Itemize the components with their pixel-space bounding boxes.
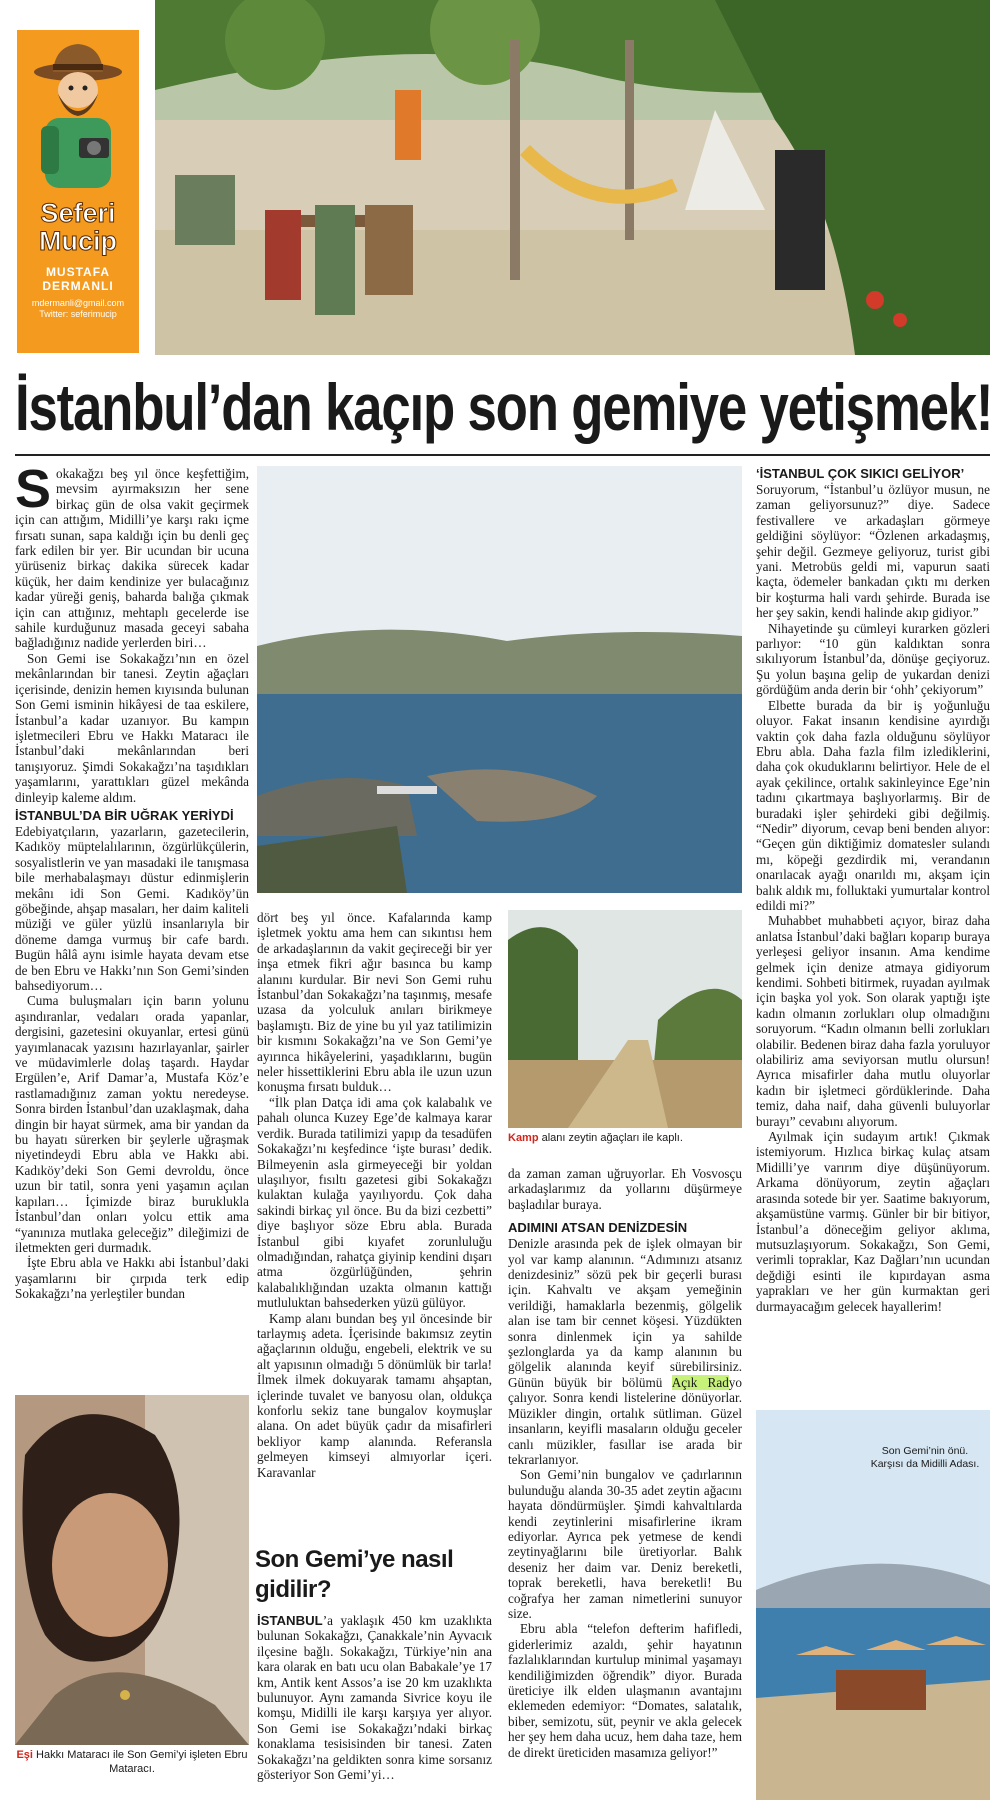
top-photo-garden-cafe — [155, 0, 990, 355]
logo-title-seferi: Seferi — [40, 198, 116, 228]
subheading: ‘İSTANBUL ÇOK SIKICI GELİYOR’ — [756, 466, 965, 481]
paragraph: dört beş yıl önce. Kafalarında kamp işletmek yoktu ama hem can sıkıntısı hem de arkadaşlarının da vakit geçireceği bir yer inşa etmek fikri ağır basınca bu kamp alanını kurdular. Bir nevi Son Gemi ruhu İstanbul’dan Sokakağzı’na taşınmış, mesafe uzasa da yolculuk anıları birikmeye başlamıştı. Biz de yine bu yıl yaz tatilimizin bir kısmını Sokakağzı’na ve Son Gemi’ye ayırınca hikâyelerini, yaşadıklarını, bugün neler hissettiklerini Ebru abla ile uzun uzun konuşma fırsatı bulduk… — [257, 910, 492, 1095]
paragraph: Edebiyatçıların, yazarların, gazetecilerin, Kadıköy müptelalılarının, özgürlükçülerin, sosyalistlerin ve yan masadaki ile tanışmasa bile merhabalaşmayı düstur edinmişlerin mekânı idi Son Gemi. Kadıköy’ün göbeğinde, ahşap masaları, her daim kaliteli müziği ve güler yüzlü insanlarıyla bir döneme damga vurmuş bir cafe bardı. Bugün hâlâ aynı isimle hayata devam etse de ben Ebru ve Hakkı’nın Son Gemi’sinden bahsediyorum… — [15, 823, 249, 993]
paragraph: Ayılmak için sudayım artık! Çıkmak istemiyorum. Hızlıca birkaç kulaç atsam Midilli’ye varırım diye düşünüyorum. Arkama dönüyorum, zeytin ağaçları arasında sotede bir yer. Saatime bakıyorum, akşamüstüne varmış. Günler bir bir bitiyor, İstanbul’a döneceğim geliyor aklıma, mutsuzlaşıyorum. Sokakağzı, Son Gemi, verimli topraklar, Kaz Dağları’nın ucundan değdiği esinti ile kıpırdayan asma yaprakları ve her gün kurmaktan geri durmayacağım gelecek hayallerim! — [756, 1129, 990, 1314]
info-box-text: ’a yaklaşık 450 km uzaklıkta bulunan Sokakağzı, Çanakkale’nin Ayvacık ilçesine bağlı. Sokakağzı, Türkiye’nin ana kara olarak en batı ucu olan Babakale’ye 17 km, Antik kent Assos’a ise 20 km uzaklıkta bulunuyor. Aynı zamanda Sivrice koyu ile komşu, Midilli ile karşı karşıya yer alıyor. Son Gemi ise Sokakağzı’ndaki birkaç konaklama tesisisinden bir tanesi. Zaten Sokakağzı’na geldikten sonra kime sorsanız gösteriyor Son Gemi’yi… — [257, 1613, 492, 1783]
highlighted-text: Açık Rad — [671, 1374, 729, 1390]
caption-olive — [508, 1131, 742, 1145]
text-column-3 — [508, 1166, 742, 1796]
caption-lead: Kamp — [508, 1132, 539, 1144]
caption-portrait — [15, 1748, 249, 1776]
paragraph-text: Denizle arasında pek de işlek olmayan bir yol var kamp alanının. “Adımınızı atsanız denizdesiniz” sözü pek bir geçerli burası için. Kahvaltı ve akşam yemeğinin verildiği, hamaklarla bezenmiş, gölgelik alan ise tam bir cennet köşesi. Yüzdükten sonra dinlenmek için ya sahilde şezlonglarda ya da kamp alanının bu gölgelik alanında keyif sürebilirsiniz. Günün büyük bir bölümü — [508, 1236, 742, 1390]
info-box-title: Son Gemi’ye nasıl gidilir? — [255, 1546, 454, 1603]
info-box-body — [257, 1613, 492, 1800]
paragraph: da zaman zaman uğruyorlar. Eh Vosvosçu arkadaşlarımız da yollarını düşürmeye başladılar buraya. — [508, 1166, 742, 1212]
paragraph: Muhabbet muhabbeti açıyor, biraz daha anlatsa İstanbul’daki bağları koparıp buraya yerleşesi geliyor insanın. Ama kendime gelmek için denize atmaya gidiyorum kendimi. Sohbeti bitirmek, ruyadan ayılmak için başka yol yok. Son olarak yaptığı işte kadın olmanın zorlukları olup olmadığını soruyorum. “Kadın olmanın belli zorlukları olabilir. Bedenen biraz daha fazla yoruluyor olabiliriz ama seviyorsan mutlu olursun! Ayrıca misafirler daha mutlu oluyorlar kadın bir işletmeci gördüklerinde. Daha temiz, daha naif, daha güvenli buluyorlar burayı” cevabını alıyorum. — [756, 913, 990, 1129]
paragraph: “İlk plan Datça idi ama çok kalabalık ve pahalı olunca Kuzey Ege’de kalmaya karar verdik. Burada tatilimizi yapıp da tesadüfen Sokakağzı’nı keşfedince ‘işte burası’ dedik. Bilmeyenin asla girmeyeceği bir yoldan ulaşılıyor, fısıltı gazetesi gibi Sokakağzı kulaktan kulağa yayılıyordu. Çok daha sakindi birkaç yıl önce. Bu da bizi cezbetti” diye başlıyor söze Ebru abla. Burada İstanbul gibi kıyafet zorunluluğu olmadığından, rahatça giyinip kendini dışarı atma özgürlüğünden, şehrin kalabalıklığından uzakta olmanın kattığı mutluluktan bahsederken yüzü gülüyor. — [257, 1094, 492, 1311]
paragraph: Son Gemi’nin bungalov ve çadırlarının bulunduğu alanda 30-35 adet zeytin ağacını hayata döndürmüşler. Şimdi kahvaltılarda kendi zeytinlerini misafirlerine ikram ediyorlar. Ayrıca pek yetmese de kendi zeytinyağlarını bile üretiyorlar. Balık deseniz her daim var. Deniz bereketli, toprak bereketli, hava bereketli! Bu coğrafya her zaman nimetlerini sunuyor size. — [508, 1467, 742, 1621]
paragraph: Ebru abla “telefon defterim hafifledi, giderlerimiz azaldı, şehir hayatının fazlalıklarından kurtulup minimal yaşamayı kendiliğimizden öğrendik” diyor. Burada üreticiye ilk elden ulaşmanın avantajını eklemeden edemiyor: “Domates, salatalık, biber, semizotu, süt, peynir ve akla gelecek her şey hem daha ucuz, hem daha taze, hem de direkt üreticiden masamıza geliyor!” — [508, 1621, 742, 1760]
paragraph: Elbette burada da bir iş yoğunluğu oluyor. Fakat insanın kendisine ayırdığı vaktin çok daha fazla olduğunu söylüyor Ebru abla. Daha fazla film izlediklerini, daha çok okuduklarını belirtiyor. Hele de el ayak çekilince, ortalık sakinleyince Ege’nin tadını çıkartmaya başlıyorlarmış. Bir de buradaki işler şehirdeki gibi değilmiş. “Nedir” diyorum, cevap beni benden alıyor: “Geçen gün diktiğimiz domatesler sulandı mı, köpeği gezdirdik mi, verandanın onarılacak ayağı onarıldı mı, akşam için balık aldık mı, folluktaki yumurtalar kontrol edildi mi?” — [756, 697, 990, 913]
subheading: ADIMINI ATSAN DENİZDESİN — [508, 1220, 688, 1236]
column-logo — [17, 30, 139, 353]
caption-lead: Eşi — [16, 1749, 33, 1761]
text-column-1 — [15, 466, 249, 1394]
paragraph: Nihayetinde şu cümleyi kurarken gözleri parlıyor: “10 gün kaldıktan sonra sıkılıyorum İstanbul’da, dönüşe geçiyoruz. Şu yolun başına gelip de yukardan denizi gördüğüm anda derin bir ‘ohh’ çekiyorum” — [756, 620, 990, 698]
paragraph — [508, 1236, 742, 1467]
author-illustration — [31, 38, 126, 203]
headline: İstanbul’dan kaçıp son gemiye yetişmek! — [15, 370, 993, 444]
author-first-name: MUSTAFA — [45, 265, 111, 279]
drop-cap: S — [15, 466, 52, 519]
paragraph: Soruyorum, “İstanbul’u özlüyor musun, ne zaman geliyorsunuz?” diye. Sadece festivallere ve arkadaşları görmeye geldiğini söylüyor: “Özlenen arkadaşmış, şehir değil. Gezmeye geliyoruz, turist gibi yani. Metrobüs geldi mi, vapurun saati kaçta, ödemeler bankadan çıktı mı derken bir koşturma hali vardı şehirde. Burada ise her şey sakin, kendi halinde akıp gidiyor.” — [756, 482, 990, 621]
caption-text: alanı zeytin ağaçları ile kaplı. — [541, 1132, 683, 1144]
caption-text: Hakkı Mataracı ile Son Gemi’yi işleten Ebru Mataracı. — [36, 1749, 248, 1775]
paragraph — [15, 466, 249, 651]
headline-rule — [15, 454, 990, 456]
author-email: mdermanli@gmail.com — [31, 298, 125, 308]
paragraph: İşte Ebru abla ve Hakkı abi İstanbul’daki yaşamlarını bir çırpıda terk edip Sokakağzı’na yerleştiler bundan — [15, 1255, 249, 1302]
author-last-name: DERMANLI — [42, 279, 114, 293]
info-box — [250, 1545, 495, 1800]
caption-beach: Son Gemi’nin önü. Karşısı da Midilli Adası. — [870, 1445, 980, 1470]
paragraph-text: okakağzı beş yıl önce keşfettiğim, mevsim ayırmaksızın her sene birkaç gün de olsa vakit geçirmek için can attığım, Midilli’ye karşı rakı içme fırsatı sunan, sapa kaldığı için bu denli geç fark edilen bir yer. Bir ucundan bir ucuna yürüseniz birkaç dakika sürecek kadar küçük, her daim kendinize yer bulacağınız kadar yüreği geniş, baharda balığa çıkmak için can attığınız, mehtaplı gecelerde ise sahile kurduğunuz masada geceyi sabaha bağladığınız nadide yerlerden biri… — [15, 466, 249, 651]
author-twitter: Twitter: seferimucip — [39, 309, 117, 319]
subheading: İSTANBUL’DA BİR UĞRAK YERİYDİ — [15, 807, 234, 823]
info-box-lead: İSTANBUL — [257, 1613, 323, 1628]
paragraph-text: yo çalıyor. Sonra kendi listelerine dönüyorlar. Müzikler dingin, ortalık sütliman. Güzel insanların, keyifli masaların olduğu geceler canlı müzikler, fasıllar ise arada bir tekrarlanıyor. — [508, 1374, 742, 1467]
text-column-2 — [257, 910, 492, 1535]
paragraph: Son Gemi ise Sokakağzı’nın en özel mekânlarından bir tanesi. Zeytin ağaçları içerisinde, denizin hemen kıyısında bulunan Son Gemi isminin hikâyesi de taa eskilere, İstanbul’a kadar uzanıyor. Bu kampın işletmecileri Ebru ve Hakkı Mataracı ile İstanbul’daki mekânlarından beri tanışıyoruz. Şimdi Sokakağzı’na taşıdıkları yaşamlarını, yarattıkları güzel mekânda dinleyip kaleme aldım. — [15, 650, 249, 805]
portrait-photo-ebru — [15, 1395, 249, 1745]
sea-photo-harbor — [257, 466, 742, 893]
olive-trees-photo — [508, 910, 742, 1128]
logo-title-mucip: Mucip — [39, 226, 117, 256]
paragraph: Kamp alanı bundan beş yıl öncesinde bir tarlaymış adeta. İçerisinde bakımsız zeytin ağaçlarının olduğu, engebeli, elektrik ve su alt yapısının olmadığı 5 dönümlük bir tarla! İlmek ilmek dokuyarak tamamı ahşaptan, içlerinde tuvalet ve banyosu olan, oldukça konforlu sekiz tane bungalov koymuşlar alana. On adet büyük çadır da misafirleri bekliyor kamp alanında. Referansla gelmeyen kimseyi almıyorlar içeri. Karavanlar — [257, 1310, 492, 1480]
paragraph: Cuma buluşmaları için barın yolunu aşındıranlar, vedaları orada yapanlar, dergisini, gazetesini okuyanlar, ertesi günü yayımlanacak yazısını hazırlayanlar, şairler ve müdavimlerle dolaş taşardı. Haydar Ergülen’e, Arif Damar’a, Mustafa Köz’e rastlamadığınız zaman yoktu neredeyse. Sonra birden İstanbul’dan uzaklaşmak, daha dingin bir hayat sürmek, ama bir yandan da bu hayatı sürerken bir şeylerle uğraşmak niyetindeydi Ebru abla ve Hakkı abi. Kadıköy’deki Son Gemi devroldu, önce uzun bir tatil, sonra yeni yaşamın açılan kapıları… İçimizde biraz buruklukla İstanbul’dan onları yolcu ettik ama “yanınıza mutlaka geleceğiz” dileğimizi de iletmekten geri durmadık. — [15, 993, 249, 1255]
text-column-4 — [756, 466, 990, 1406]
